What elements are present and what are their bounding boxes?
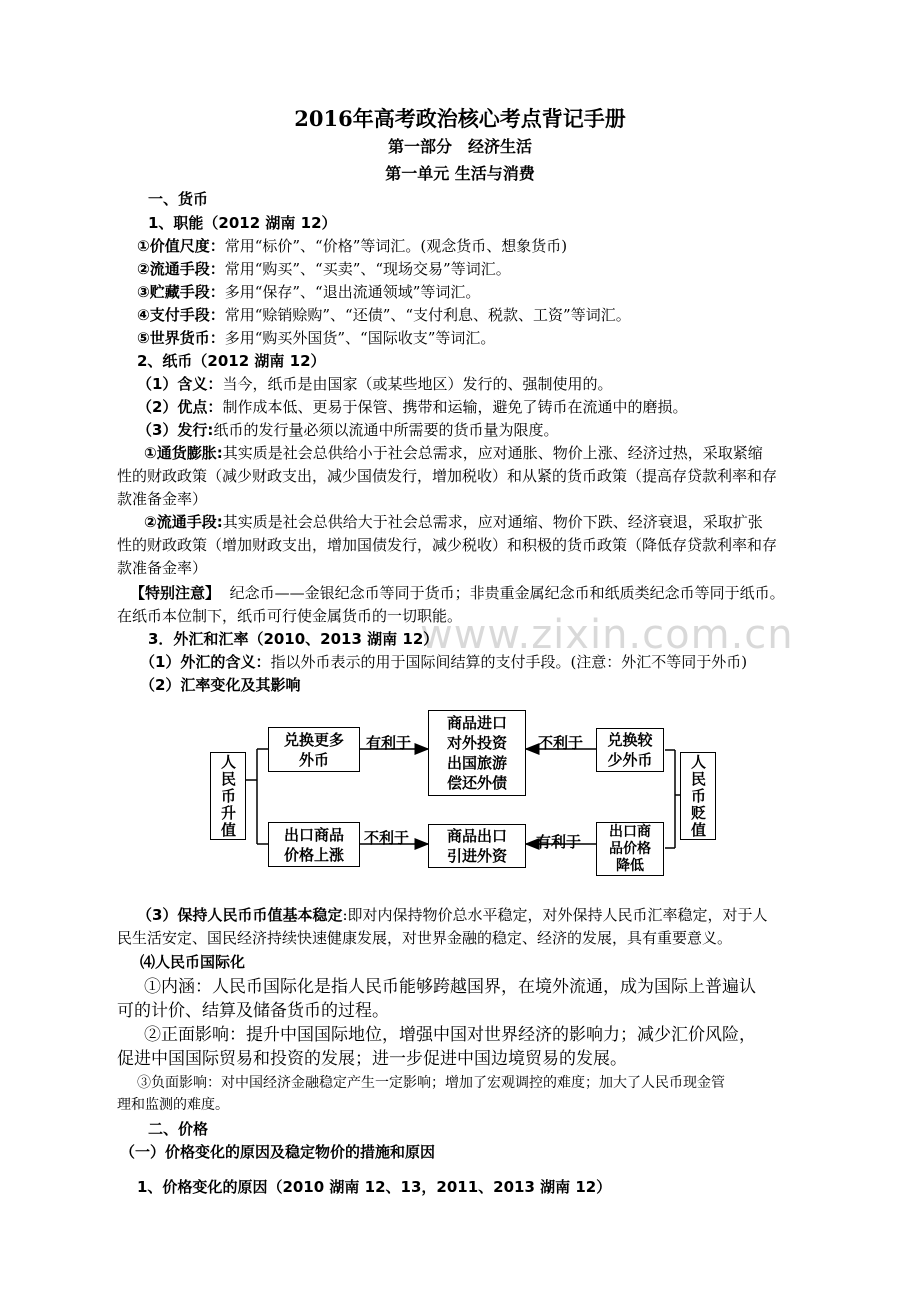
forex-meaning: （1）外汇的含义：指以外币表示的用于国际间结算的支付手段。(注意：外汇不等同于外币): [140, 653, 748, 671]
function-item-3: ③贮藏手段：多用“保存”、“退出流通领域”等词汇。: [137, 283, 481, 301]
inflation-line-2: 性的财政政策（减少财政支出，减少国债发行，增加税收）和从紧的货币政策（提高存贷款利率和存: [117, 467, 778, 485]
document-title: 2016年高考政治核心考点背记手册: [294, 106, 626, 131]
export-investment-box: 商品出口 引进外资: [428, 824, 526, 868]
deflation-line-2: 性的财政政策（增加财政支出，增加国债发行，减少税收）和积极的货币政策（降低存贷款利率和存: [117, 536, 778, 554]
intl-positive-line-2: 促进中国国际贸易和投资的发展；进一步促进中国边境贸易的发展。: [117, 1049, 627, 1069]
special-note-line-2: 在纸币本位制下，纸币可行使金属货币的一切职能。: [117, 607, 463, 625]
intl-negative-line-2: 理和监测的难度。: [117, 1097, 229, 1113]
price-change-causes-heading: 1、价格变化的原因（2010 湖南 12、13，2011、2013 湖南 12）: [137, 1178, 612, 1196]
intl-connotation-line-2: 可的计价、结算及储备货币的过程。: [117, 1001, 389, 1021]
watermark: www.zixin.com.cn: [420, 612, 794, 658]
import-investment-box: 商品进口 对外投资 出国旅游 偿还外债: [428, 710, 526, 796]
rmb-stability-line-1: （3）保持人民币币值基本稳定:即对内保持物价总水平稳定，对外保持人民币汇率稳定，对于人: [137, 906, 768, 924]
export-price-fall-box: 出口商 品价格 降低: [596, 822, 664, 876]
intl-connotation-line-1: ①内涵：人民币国际化是指人民币能够跨越国界，在境外流通，成为国际上普遍认: [144, 977, 756, 997]
paper-advantages: （2）优点：制作成本低、更易于保管、携带和运输，避免了铸币在流通中的磨损。: [137, 398, 688, 416]
intl-positive-line-1: ②正面影响：提升中国国际地位，增强中国对世界经济的影响力；减少汇价风险，: [144, 1025, 756, 1045]
function-item-1: ①价值尺度：常用“标价”、“价格”等词汇。(观念货币、想象货币): [137, 237, 568, 255]
unfavor-label-top: 不利于: [538, 734, 584, 752]
unit-heading: 第一单元 生活与消费: [385, 164, 535, 183]
special-note-line-1: 【特别注意】 纪念币——金银纪念币等同于货币；非贵重金属纪念币和纸质类纪念币等同于纸币。: [130, 584, 785, 602]
favor-label-top: 有利于: [366, 734, 412, 752]
rmb-appreciation-box: 人民币升值: [210, 752, 246, 840]
section-price-heading: 二、价格: [148, 1120, 209, 1138]
functions-heading: 1、职能（2012 湖南 12）: [148, 214, 337, 232]
inflation-line-3: 款准备金率）: [117, 490, 208, 508]
price-subsection-heading: （一）价格变化的原因及稳定物价的措施和原因: [120, 1143, 436, 1161]
function-item-5: ⑤世界货币：多用“购买外国货”、“国际收支”等词汇。: [137, 329, 496, 347]
paper-meaning: （1）含义：当今，纸币是由国家（或某些地区）发行的、强制使用的。: [137, 375, 613, 393]
unfavor-label-bottom: 不利于: [364, 829, 410, 847]
part-heading: 第一部分 经济生活: [387, 137, 532, 156]
exchange-rate-heading: （2）汇率变化及其影响: [140, 676, 301, 694]
deflation-line-3: 款准备金率）: [117, 559, 208, 577]
paper-money-heading: 2、纸币（2012 湖南 12）: [137, 352, 326, 370]
inflation-line-1: ①通货膨胀:其实质是社会总供给小于社会总需求，应对通胀、物价上涨、经济过热，采取紧缩: [144, 444, 763, 462]
rmb-stability-line-2: 民生活安定、国民经济持续快速健康发展，对世界金融的稳定、经济的发展，具有重要意义。: [117, 929, 733, 947]
deflation-line-1: ②流通手段:其实质是社会总供给大于社会总需求，应对通缩、物价下跌、经济衰退，采取扩张: [144, 513, 763, 531]
export-price-rise-box: 出口商品 价格上涨: [268, 822, 360, 867]
more-foreign-currency-box: 兑换更多 外币: [268, 727, 360, 772]
less-foreign-currency-box: 兑换较 少外币: [596, 728, 664, 772]
paper-issuance: （3）发行:纸币的发行量必须以流通中所需要的货币量为限度。: [137, 421, 559, 439]
intl-negative-line-1: ③负面影响：对中国经济金融稳定产生一定影响；增加了宏观调控的难度；加大了人民币现金管: [137, 1075, 725, 1091]
internationalization-heading: ⑷人民币国际化: [140, 953, 246, 971]
section-currency-heading: 一、货币: [148, 190, 209, 208]
function-item-4: ④支付手段：常用“赊销赊购”、“还债”、“支付利息、税款、工资”等词汇。: [137, 306, 631, 324]
function-item-2: ②流通手段：常用“购买”、“买卖”、“现场交易”等词汇。: [137, 260, 511, 278]
rmb-depreciation-box: 人民币贬值: [680, 752, 716, 840]
favor-label-bottom: 有利于: [536, 833, 582, 851]
forex-heading: 3．外汇和汇率（2010、2013 湖南 12）: [148, 630, 439, 648]
